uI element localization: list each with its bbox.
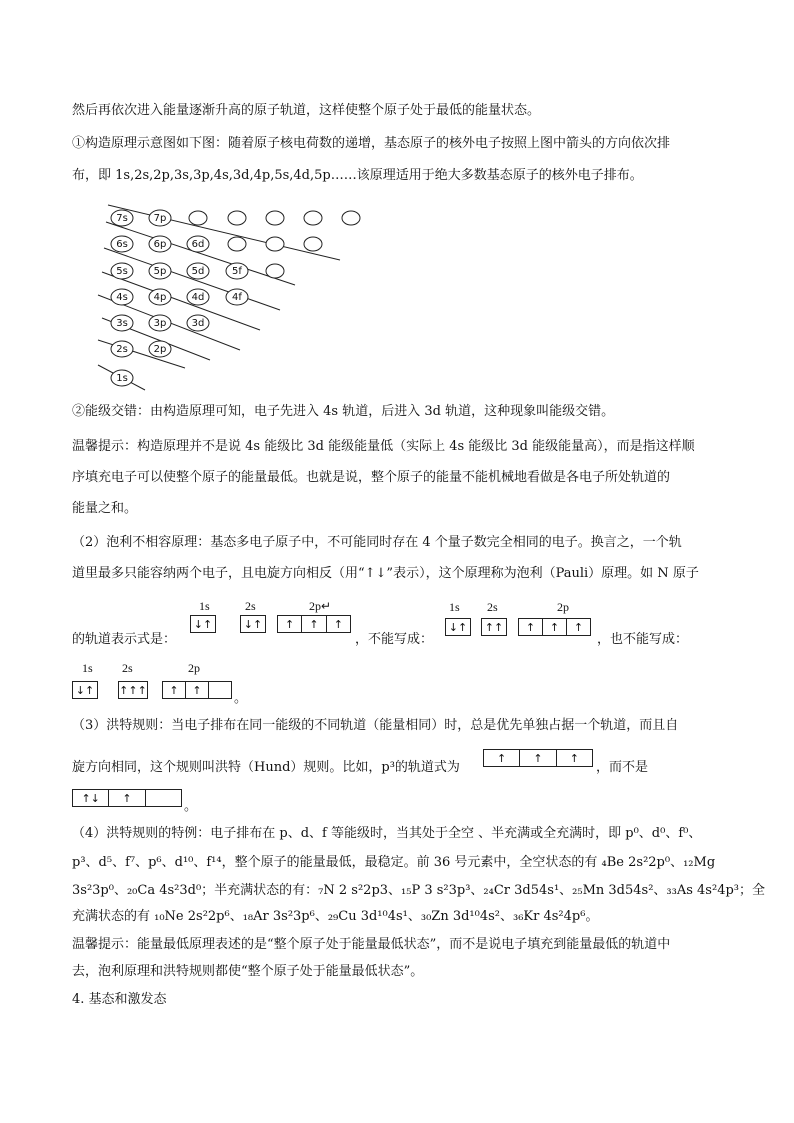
para-4b: 序填充电子可以使整个原子的能量最低。也就是说，整个原子的能量不能机械地看做是各电子所处轨道的 bbox=[72, 470, 671, 485]
svg-text:5f: 5f bbox=[232, 266, 242, 277]
para-5c1: 的轨道表示式是： bbox=[72, 632, 177, 647]
para-2a: ①构造原理示意图如下图：随着原子核电荷数的递增，基态原子的核外电子按照上图中箭头的方向依次排 bbox=[72, 136, 671, 151]
svg-text:4f: 4f bbox=[232, 292, 242, 303]
para-4a: 温馨提示：构造原理并不是说 4s 能级比 3d 能级能量低（实际上 4s 能级比 3d 能级能量高），而是指这样顺 bbox=[72, 439, 695, 454]
svg-text:6p: 6p bbox=[153, 239, 167, 250]
label-2s: 2s bbox=[245, 599, 256, 613]
label-2s-b: 2s bbox=[487, 600, 498, 614]
svg-text:3d: 3d bbox=[191, 318, 205, 329]
svg-text:6d: 6d bbox=[191, 239, 205, 250]
para-5a: （2）泡利不相容原理：基态多电子原子中，不可能同时存在 4 个量子数完全相同的电子。换言之，一个轨 bbox=[72, 535, 682, 550]
orbital-box-2p: ↑ ↑ ↑ bbox=[277, 615, 351, 633]
para-5b: 道里最多只能容纳两个电子，且电旋方向相反（用“↑↓”表示），这个原理称为泡利（Pauli）原理。如 N 原子 bbox=[72, 566, 699, 581]
para-6a: （3）洪特规则：当电子排布在同一能级的不同轨道（能量相同）时，总是优先单独占据一个轨道，而且自 bbox=[72, 718, 679, 733]
para-6b: 旋方向相同，这个规则叫洪特（Hund）规则。比如，p³的轨道式为 bbox=[72, 760, 460, 775]
label-1s: 1s bbox=[199, 599, 210, 613]
orbital-box-1s: ↓↑ bbox=[190, 615, 216, 633]
label-1s-c: 1s bbox=[82, 661, 93, 675]
para-5c2: ，不能写成： bbox=[355, 632, 434, 647]
label-1s-b: 1s bbox=[449, 600, 460, 614]
label-2p-c: 2p bbox=[188, 661, 200, 675]
orbital-box-2p-b: ↑ ↑ ↑ bbox=[518, 618, 591, 636]
svg-text:4p: 4p bbox=[153, 292, 167, 303]
para-6c: ，而不是 bbox=[596, 760, 649, 775]
para-7a: （4）洪特规则的特例：电子排布在 p、d、f 等能级时，当其处于全空 、半充满或全充满时，即 p⁰、d⁰、f⁰、 bbox=[72, 826, 702, 841]
para-3: ②能级交错：由构造原理可知，电子先进入 4s 轨道，后进入 3d 轨道，这种现象叫能级交错。 bbox=[72, 404, 615, 419]
para-8b: 去，泡利原理和洪特规则都使“整个原子处于能量最低状态”。 bbox=[72, 964, 424, 979]
label-2s-c: 2s bbox=[122, 661, 133, 675]
orbital-box-1s-b: ↓↑ bbox=[445, 618, 471, 636]
svg-text:4d: 4d bbox=[191, 292, 205, 303]
orbital-box-2s-c: ↑↑↑ bbox=[118, 681, 148, 699]
svg-text:5s: 5s bbox=[116, 266, 128, 277]
para-4c: 能量之和。 bbox=[72, 501, 138, 516]
label-2p: 2p↵ bbox=[309, 599, 332, 613]
orbital-box-2p-c: ↑ ↑ bbox=[162, 681, 232, 699]
aufbau-diagram bbox=[90, 200, 380, 395]
svg-text:3p: 3p bbox=[153, 318, 167, 329]
svg-text:3s: 3s bbox=[116, 318, 128, 329]
para-2b: 布，即 1s,2s,2p,3s,3p,4s,3d,4p,5s,4d,5p……该原理适用于绝大多数基态原子的核外电子排布。 bbox=[72, 168, 643, 183]
para-7c: 3s²3p⁰、₂₀Ca 4s²3d⁰；半充满状态的有：₇N 2 s²2p3、₁₅P 3 s²3p³、₂₄Cr 3d54s¹、₂₅Mn 3d54s²、₃₃As 4s²4p³；全 bbox=[72, 883, 765, 898]
orbital-box-p3: ↑ ↑ ↑ bbox=[483, 749, 593, 767]
svg-text:5p: 5p bbox=[153, 266, 167, 277]
svg-text:2s: 2s bbox=[116, 344, 128, 355]
para-7d: 充满状态的有 ₁₀Ne 2s²2p⁶、₁₈Ar 3s²3p⁶、₂₉Cu 3d¹⁰4s¹、₃₀Zn 3d¹⁰4s²、₃₆Kr 4s²4p⁶。 bbox=[72, 909, 599, 924]
svg-text:1s: 1s bbox=[116, 373, 128, 384]
para-8a: 温馨提示：能量最低原理表述的是“整个原子处于能量最低状态”，而不是说电子填充到能量最低的轨道中 bbox=[72, 937, 671, 952]
svg-text:6s: 6s bbox=[116, 239, 128, 250]
svg-text:5d: 5d bbox=[191, 266, 205, 277]
orbital-box-2s: ↓↑ bbox=[240, 615, 266, 633]
section-heading-4: 4. 基态和激发态 bbox=[72, 992, 167, 1007]
label-2p-b: 2p bbox=[557, 600, 569, 614]
period-1: 。 bbox=[234, 691, 248, 706]
orbital-label: 7s bbox=[116, 213, 128, 224]
orbital-box-p3-wrong: ↑↓ ↑ bbox=[72, 789, 182, 807]
period-2: 。 bbox=[184, 799, 198, 814]
orbital-box-1s-c: ↓↑ bbox=[72, 681, 98, 699]
svg-text:2p: 2p bbox=[153, 344, 167, 355]
orbital-label: 7p bbox=[153, 213, 167, 224]
svg-text:4s: 4s bbox=[116, 292, 128, 303]
para-1: 然后再依次进入能量逐渐升高的原子轨道，这样使整个原子处于最低的能量状态。 bbox=[72, 103, 541, 118]
orbital-box-2s-b: ↑↑ bbox=[481, 618, 507, 636]
para-5c3: ，也不能写成： bbox=[597, 632, 689, 647]
para-7b: p³、d⁵、f⁷、p⁶、d¹⁰、f¹⁴，整个原子的能量最低，最稳定。前 36 号元素中，全空状态的有 ₄Be 2s²2p⁰、₁₂Mg bbox=[72, 855, 716, 870]
